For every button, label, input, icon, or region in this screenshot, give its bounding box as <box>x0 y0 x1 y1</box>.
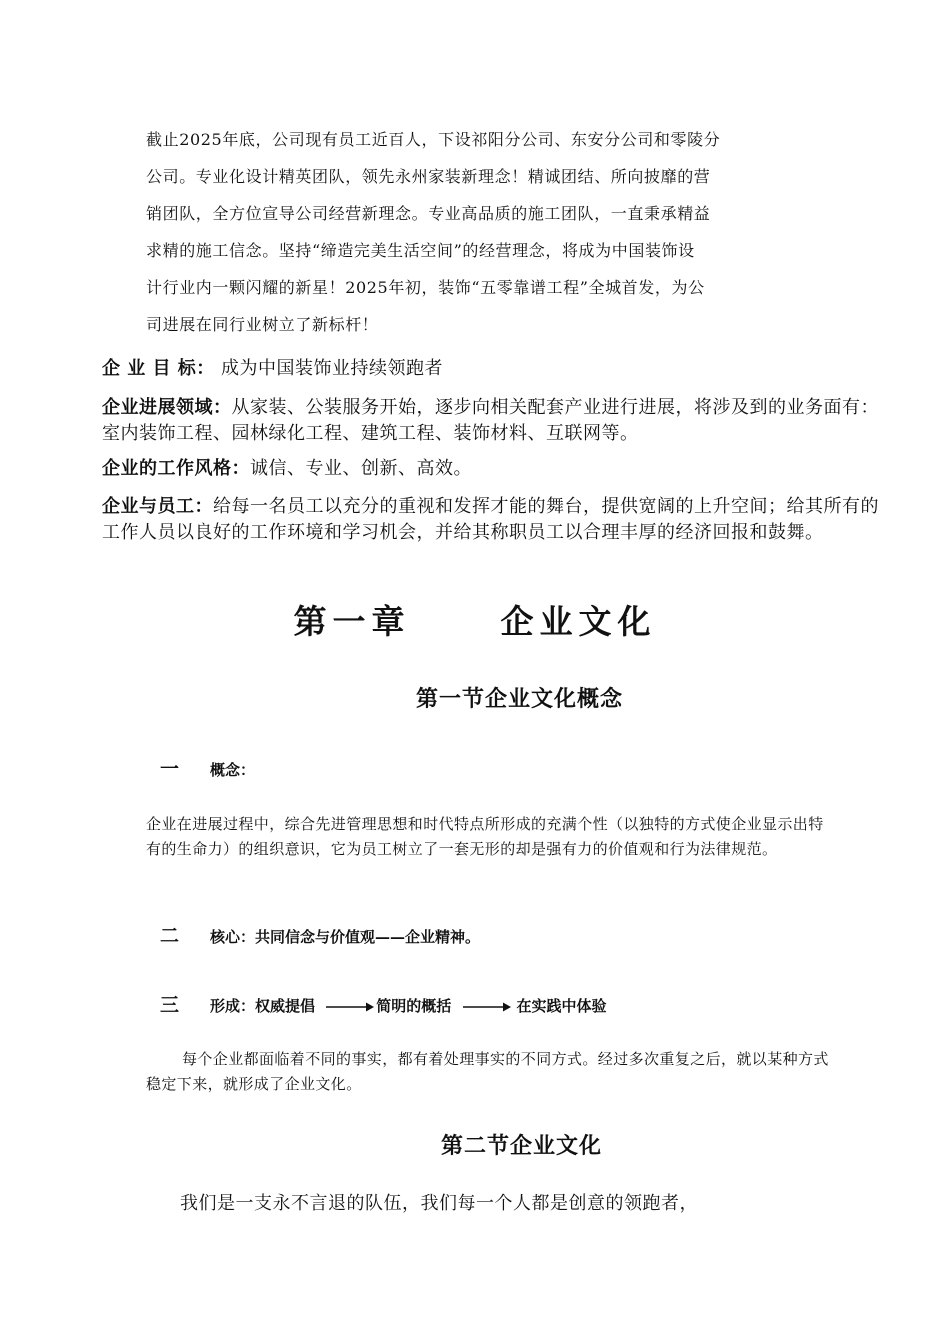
item-label: 形成：权威提倡 <box>210 997 316 1015</box>
intro-line: 司进展在同行业树立了新标杆！ <box>146 315 379 334</box>
intro-line: 计行业内一颗闪耀的新星！2025年初，装饰“五零靠谱工程”全城首发，为公 <box>146 278 705 297</box>
chapter-number: 第一章 <box>293 602 411 641</box>
section-heading: 第一节企业文化概念 <box>416 686 624 712</box>
intro-line: 截止2025年底，公司现有员工近百人，下设祁阳分公司、东安分公司和零陵分 <box>146 130 721 149</box>
item-label: 概念： <box>210 761 256 779</box>
culture-paragraph: 我们是一支永不言退的队伍，我们每一个人都是创意的领跑者， <box>180 1193 698 1214</box>
formation-paragraph: 每个企业都面临着不同的事实，都有着处理事实的不同方式。经过多次重复之后，就以某种方式稳定下来，就形成了企业文化。 <box>146 1050 829 1093</box>
arrow-right-icon <box>326 1001 374 1013</box>
arrow-right-icon <box>463 1001 511 1013</box>
item-concept <box>160 758 255 781</box>
enterprise-staff <box>102 494 892 546</box>
enterprise-domain <box>102 395 892 447</box>
enterprise-goal <box>102 356 892 382</box>
chapter-title: 企业文化 <box>500 602 657 641</box>
intro-line: 求精的施工信念。坚持“缔造完美生活空间”的经营理念，将成为中国装饰设 <box>146 241 695 260</box>
enterprise-style-label: 企业的工作风格： <box>102 458 250 479</box>
item-number: 二 <box>160 925 180 947</box>
enterprise-staff-label: 企业与员工： <box>102 496 213 517</box>
enterprise-domain-label: 企业进展领域： <box>102 397 232 418</box>
enterprise-style <box>102 456 892 482</box>
intro-line: 公司。专业化设计精英团队，领先永州家装新理念！精诚团结、所向披靡的营 <box>146 167 711 186</box>
item-number: 一 <box>160 758 180 780</box>
intro-line: 销团队，全方位宣导公司经营新理念。专业高品质的施工团队，一直秉承精益 <box>146 204 711 223</box>
concept-paragraph: 企业在进展过程中，综合先进管理思想和时代特点所形成的充满个性（以独特的方式使企业显示出特有的生命力）的组织意识，它为员工树立了一套无形的却是强有力的价值观和行为法律规范。 <box>146 815 824 858</box>
enterprise-staff-text: 给每一名员工以充分的重视和发挥才能的舞台，提供宽阔的上升空间；给其所有的工作人员以良好的工作环境和学习机会，并给其称职员工以合理丰厚的经济回报和鼓舞。 <box>102 496 879 543</box>
section-heading: 第二节企业文化 <box>441 1133 603 1159</box>
item-formation <box>160 994 607 1017</box>
company-intro <box>146 121 810 343</box>
enterprise-domain-text: 从家装、公装服务开始，逐步向相关配套产业进行进展，将涉及到的业务面有：室内装饰工程、园林绿化工程、建筑工程、装饰材料、互联网等。 <box>102 397 879 444</box>
item-core <box>160 925 480 948</box>
chapter-heading <box>0 600 950 644</box>
item-number: 三 <box>160 994 180 1016</box>
enterprise-goal-text: 成为中国装饰业持续领跑者 <box>214 358 444 379</box>
formation-step: 在实践中体验 <box>516 997 607 1015</box>
formation-step: 简明的概括 <box>376 997 452 1015</box>
item-label: 核心：共同信念与价值观——企业精神。 <box>210 928 481 946</box>
enterprise-style-text: 诚信、专业、创新、高效。 <box>250 458 472 479</box>
enterprise-goal-label: 企 业 目 标： <box>102 358 215 379</box>
